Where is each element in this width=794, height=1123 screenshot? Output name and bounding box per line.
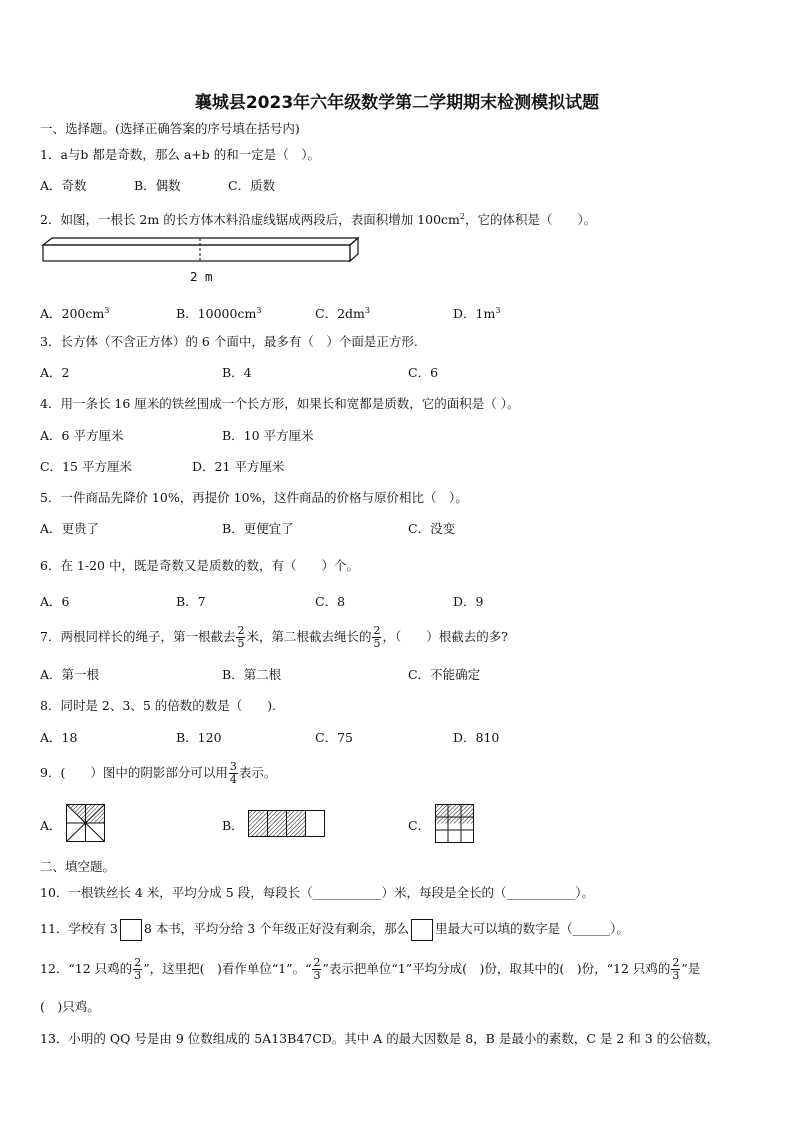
q7-option-c: C．不能确定 — [408, 667, 481, 682]
fraction: $\frac{2}{5}$ — [237, 624, 245, 650]
q9-figure-b — [248, 810, 326, 838]
question-13: 13．小明的 QQ 号是由 9 位数组成的 5A13B47CD。其中 A 的最大因数是 8，B 是最小的素数，C 是 2 和 3 的公倍数， — [40, 1031, 720, 1046]
q2-option-b: B．$10000cm^3$ — [176, 306, 262, 322]
q8-option-c: C．75 — [315, 730, 353, 745]
section-heading: 二、填空题。 — [40, 859, 116, 874]
question-12-line-2: ( )只鸡。 — [40, 999, 100, 1014]
question-5: 5．一件商品先降价 10%，再提价 10%，这件商品的价格与原价相比（ ）。 — [40, 490, 468, 505]
section-heading: 一、选择题。(选择正确答案的序号填在括号内) — [40, 121, 300, 136]
q9-figure-c — [435, 804, 475, 844]
q5-option-c: C．没变 — [408, 521, 456, 536]
q3-option-a: A．2 — [40, 365, 70, 380]
figure-length-label: 2 m — [190, 269, 213, 284]
q2-option-d: D．$1m^3$ — [453, 306, 501, 322]
page-title: 襄城县2023年六年级数学第二学期期末检测模拟试题 — [194, 93, 600, 113]
question-1: 1．a与b 都是奇数，那么 a+b 的和一定是（ ）。 — [40, 147, 321, 162]
q9-option-a: A． — [40, 818, 62, 833]
question-12: 12．“12 只鸡的 $\frac{2}{3}$ ”，这里把( )看作单位“1”。“ $\frac{2}{3}$ ”表示把单位“1”平均分成( )份，取其中的( )份，“12 只鸡的 $\frac{2}{3}$ ”是 — [40, 956, 701, 982]
question-9: 9．( ）图中的阴影部分可以用 $\frac{3}{4}$ 表示。 — [40, 760, 277, 786]
wood-beam-figure — [40, 236, 362, 266]
q1-option-a: A．奇数 — [40, 178, 87, 193]
q3-option-c: C．6 — [408, 365, 439, 380]
question-11: 11．学校有 3 8 本书，平均分给 3 个年级正好没有剩余，那么 里最大可以填的数字是（______）。 — [40, 917, 629, 941]
q6-option-d: D．9 — [453, 594, 484, 609]
fraction: $\frac{2}{3}$ — [134, 956, 142, 982]
blank-box — [411, 919, 433, 941]
q1-option-b: B．偶数 — [134, 178, 181, 193]
q4-option-c: C．15 平方厘米 — [40, 459, 132, 474]
question-2: 2．如图，一根长 2m 的长方体木料沿虚线锯成两段后，表面积增加 $100cm^2$，它的体积是（ ）。 — [40, 212, 597, 228]
fraction: $\frac{2}{3}$ — [313, 956, 321, 982]
fraction: $\frac{2}{5}$ — [373, 624, 381, 650]
question-10: 10．一根铁丝长 4 米，平均分成 5 段，每段长（___________）米，每段是全长的（___________）。 — [40, 885, 594, 900]
q1-option-c: C．质数 — [228, 178, 276, 193]
q5-option-a: A．更贵了 — [40, 521, 100, 536]
q7-option-b: B．第二根 — [222, 667, 282, 682]
q9-option-b: B． — [222, 818, 244, 833]
question-3: 3．长方体（不含正方体）的 6 个面中，最多有（ ）个面是正方形. — [40, 334, 418, 349]
q3-option-b: B．4 — [222, 365, 252, 380]
q2-option-a: A．$200cm^3$ — [40, 306, 110, 322]
q5-option-b: B．更便宜了 — [222, 521, 294, 536]
q8-option-d: D．810 — [453, 730, 500, 745]
q4-option-d: D．21 平方厘米 — [192, 459, 285, 474]
question-8: 8．同时是 2、3、5 的倍数的数是（ ). — [40, 698, 277, 713]
fraction: $\frac{3}{4}$ — [229, 760, 237, 786]
fraction: $\frac{2}{3}$ — [672, 956, 680, 982]
q8-option-b: B．120 — [176, 730, 222, 745]
blank-box — [120, 919, 142, 941]
question-6: 6．在 1-20 中，既是奇数又是质数的数，有（ ）个。 — [40, 558, 359, 573]
q8-option-a: A．18 — [40, 730, 78, 745]
q9-figure-a — [66, 804, 106, 842]
question-7: 7．两根同样长的绳子，第一根截去 $\frac{2}{5}$ 米，第二根截去绳长的 $\frac{2}{5}$ ，（ ）根截去的多? — [40, 624, 508, 650]
q4-option-a: A．6 平方厘米 — [40, 428, 124, 443]
q4-option-b: B．10 平方厘米 — [222, 428, 314, 443]
q7-option-a: A．第一根 — [40, 667, 100, 682]
q6-option-c: C．8 — [315, 594, 346, 609]
q6-option-a: A．6 — [40, 594, 70, 609]
question-4: 4．用一条长 16 厘米的铁丝围成一个长方形，如果长和宽都是质数，它的面积是（ ）。 — [40, 396, 520, 411]
q2-option-c: C．$2dm^3$ — [315, 306, 370, 322]
q9-option-c: C． — [408, 818, 431, 833]
q6-option-b: B．7 — [176, 594, 206, 609]
